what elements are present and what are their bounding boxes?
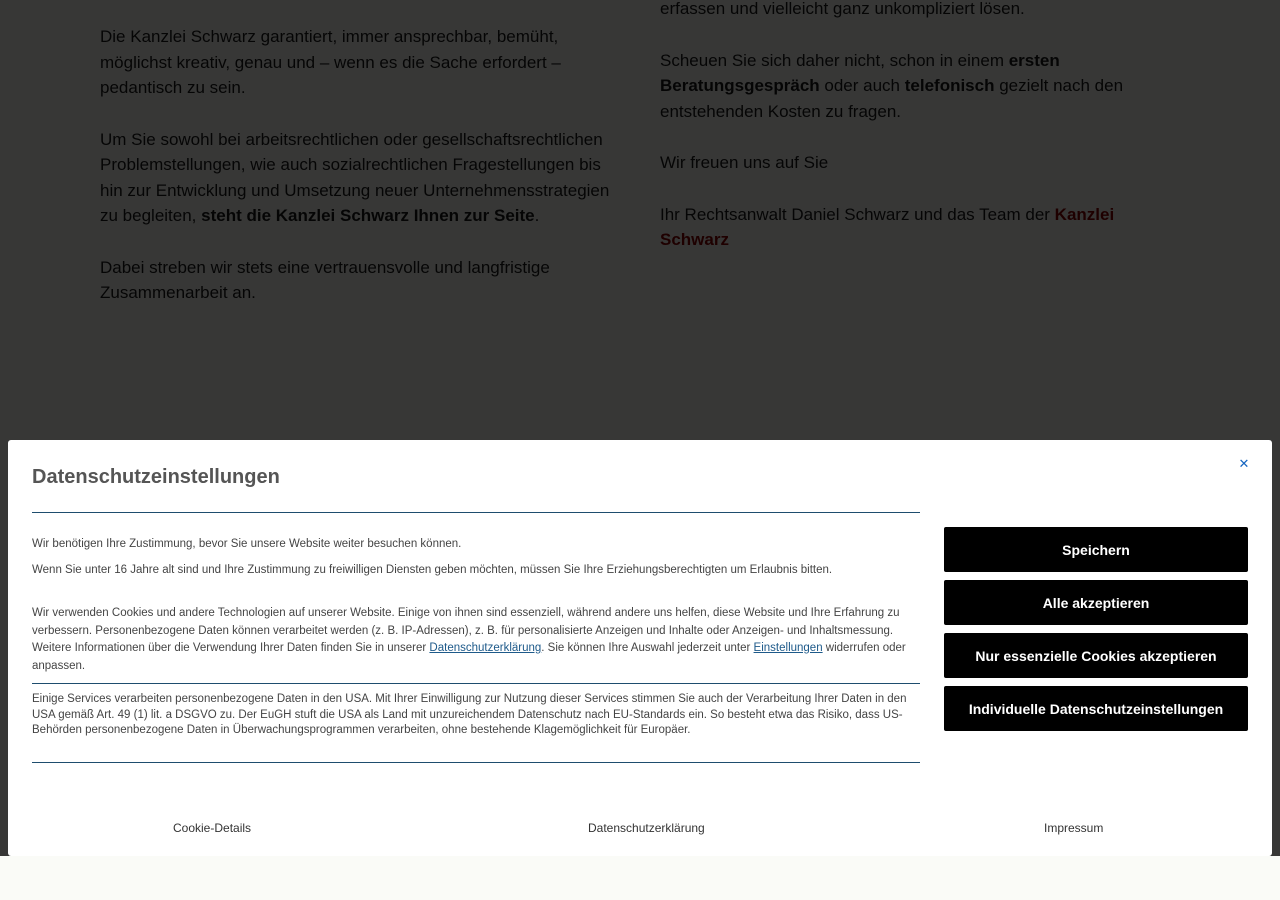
individual-settings-button[interactable]: Individuelle Datenschutzeinstellungen [944, 686, 1248, 731]
cookie-details-link[interactable]: Cookie-Details [173, 821, 252, 835]
cookies-text-part1: Wir verwenden Cookies und andere Technologien auf unserer Website. Einige von ihnen sind essenziell, während andere uns helfen, diese Website und Ihre Erfahrung zu verbessern. Personenbezogene Daten können verarbeitet werden (z. B. IP-Adressen), z. B. für personalisierte Anzeigen und Inhalte oder Anzeigen- und Inhaltsmessung. Weitere Informationen über die Verwendung Ihrer Daten finden Sie in unserer [32, 607, 900, 654]
consent-intro: Wir benötigen Ihre Zustimmung, bevor Sie unsere Website weiter besuchen können. [32, 538, 462, 550]
privacy-policy-inline-link[interactable]: Datenschutzerklärung [429, 642, 542, 654]
cookies-text-part2: . Sie können Ihre Auswahl jederzeit unter [541, 642, 754, 654]
cookies-text-part3: widerrufen oder anpassen. [32, 642, 906, 672]
dialog-title: Datenschutzeinstellungen [32, 466, 280, 488]
imprint-link[interactable]: Impressum [1044, 821, 1104, 835]
accept-all-button[interactable]: Alle akzeptieren [944, 580, 1248, 625]
usa-processing-notice: Einige Services verarbeiten personenbezogene Daten in den USA. Mit Ihrer Einwilligung zur Nutzung dieser Services stimmen Sie auch der Verarbeitung Ihrer Daten in den USA gemäß Art. 49 (1) lit. a DSGVO zu. Der EuGH stuft die USA als Land mit unzureichendem Datenschutz nach EU-Standards ein. So besteht etwa das Risiko, dass US-Behörden personenbezogene Daten in Überwachungsprogrammen verarbeiten, ohne bestehende Klagemöglichkeit für Europäer. [32, 693, 907, 736]
privacy-policy-link[interactable]: Datenschutzerklärung [588, 821, 705, 835]
divider-top [32, 512, 920, 513]
consent-cookies-text [32, 605, 920, 675]
accept-essential-button[interactable]: Nur essenzielle Cookies akzeptieren [944, 633, 1248, 678]
divider-middle [32, 683, 920, 684]
close-icon[interactable]: ✕ [1238, 456, 1250, 471]
consent-minors-notice: Wenn Sie unter 16 Jahre alt sind und Ihre Zustimmung zu freiwilligen Diensten geben möchten, müssen Sie Ihre Erziehungsberechtigten um Erlaubnis bitten. [32, 564, 833, 576]
save-button[interactable]: Speichern [944, 527, 1248, 572]
divider-bottom [32, 762, 920, 763]
privacy-settings-dialog [8, 440, 1272, 856]
settings-inline-link[interactable]: Einstellungen [753, 642, 823, 654]
